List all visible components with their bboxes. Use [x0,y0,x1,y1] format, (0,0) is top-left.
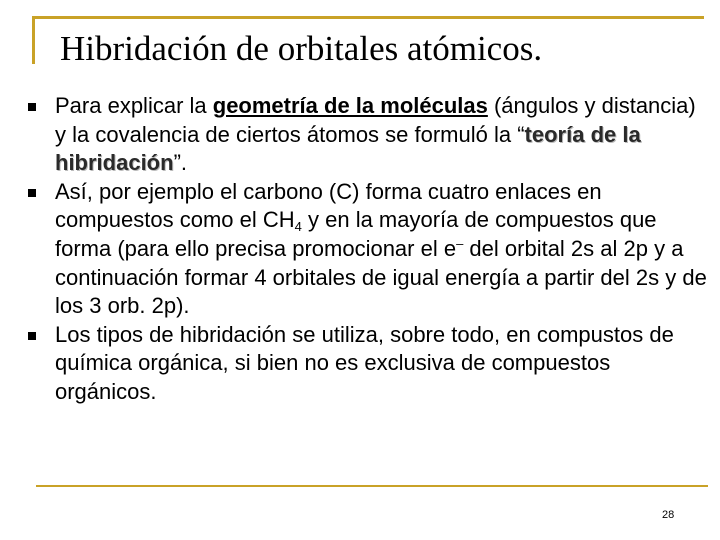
left-decorative-line [32,16,35,64]
square-bullet-icon [28,103,36,111]
bullet-text: Los tipos de hibridación se utiliza, sobre todo, en compustos de química orgánica, si bien no es exclusiva de compuestos orgánicos. [55,321,674,404]
square-bullet-icon [28,332,36,340]
bullet-text: y en la mayoría de compuestos que forma (para ello precisa promocionar el e [55,207,657,261]
bullet-list [23,92,708,407]
bullet-text: ”. [173,150,188,176]
bullet-item [23,178,708,321]
bullet-item [23,92,708,178]
embossed-term: teoría de la hibridación [55,121,641,176]
superscript: – [456,235,464,251]
slide-title: Hibridación de orbitales atómicos. [60,29,543,68]
bullet-text: del orbital 2s al 2p y a continuación formar 4 orbitales de igual energía a partir del 2s y de los 3 orb. 2p). [55,235,707,319]
page-number: 28 [662,509,675,521]
subscript: 4 [294,219,302,235]
underlined-term: geometría de la moléculas [212,93,488,118]
top-decorative-line [32,16,704,19]
bullet-text: Así, por ejemplo el carbono (C) forma cuatro enlaces en compuestos como el CH [55,178,602,233]
bottom-decorative-line [36,485,708,487]
bullet-item [23,321,708,407]
bullet-text: Para explicar la [55,93,213,118]
bullet-text: (ángulos y distancia) y la covalencia de ciertos átomos se formuló la “ [55,93,696,147]
square-bullet-icon [28,189,36,197]
